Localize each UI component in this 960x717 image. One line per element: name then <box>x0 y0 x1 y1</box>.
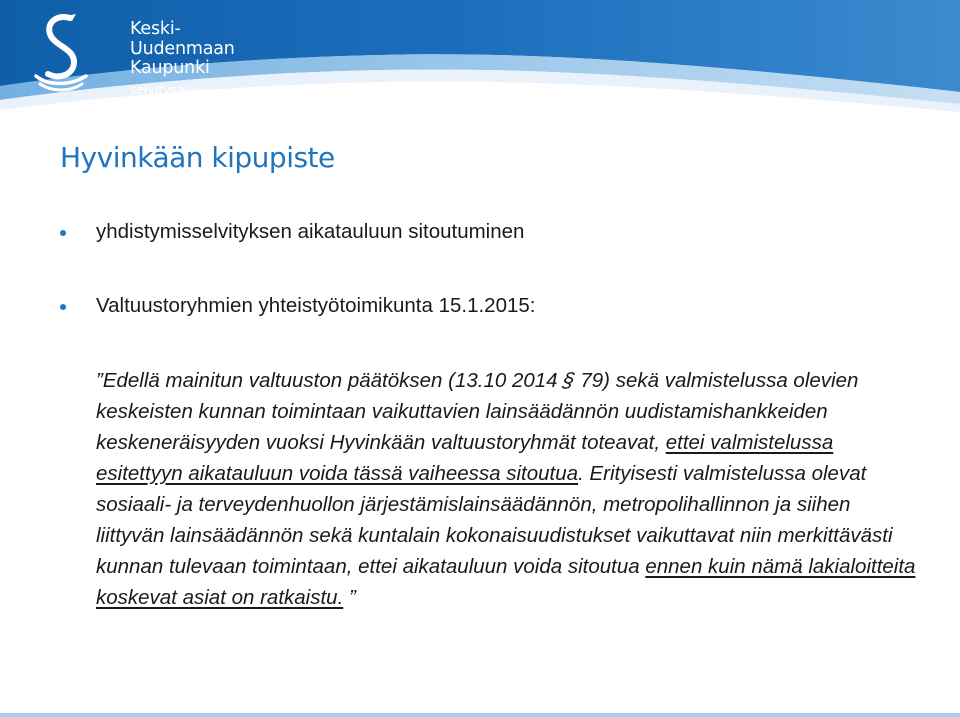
bullet-dot-icon <box>60 230 66 236</box>
bullet-text: Valtuustoryhmien yhteistyötoimikunta 15.1.2015: <box>96 294 536 317</box>
bullet-text: yhdistymisselvityksen aikatauluun sitoutuminen <box>96 220 525 243</box>
bullet-item <box>60 218 910 246</box>
quote-text-3: . Erityisesti valmistelussa olevat sosiaali- ja terveydenhuollon järjestämislainsäädännön, metropolihallinnon ja siihen liittyvän lainsäädännön sekä kuntalain kokonaisuudistukset vaikuttavat niin merkittävästi kunnan tulevaan toimintaan, <box>96 462 893 578</box>
logo-line-1: Keski- <box>130 19 181 39</box>
logo-line-3: Kaupunki <box>130 58 210 78</box>
quote-underline-1: ettei valmistelussa esitettyyn aikatauluun voida tässä vaiheessa sitoutua <box>96 431 834 485</box>
quote-text-5: ” <box>343 586 356 609</box>
bullet-list <box>60 218 910 320</box>
logo-wordmark <box>130 20 235 98</box>
quote-text-1: ”Edellä mainitun valtuuston päätöksen (13.10 2014 <box>96 369 564 392</box>
quote-underline-2: ennen kuin nämä lakialoitteita koskevat asiat on ratkaistu. <box>96 555 916 609</box>
bottom-divider <box>0 713 960 717</box>
logo-line-2: Uudenmaan <box>130 38 235 59</box>
bullet-dot-icon <box>60 304 66 310</box>
slide-title: Hyvinkään kipupiste <box>60 141 335 174</box>
quote-paragraph <box>96 365 916 613</box>
quote-text-2: 79) sekä valmistelussa olevien keskeisten kunnan toimintaan vaikuttavien lainsäädännön uudistamishankkeiden keskeneräisyyden vuoksi Hyvinkään valtuustoryhmät toteavat, <box>96 369 859 454</box>
logo-line-4: selvitysalue <box>130 82 204 97</box>
swan-logo-icon <box>30 12 96 92</box>
bullet-item <box>60 292 910 320</box>
logo <box>30 8 235 97</box>
quote-text-4: ettei aikatauluun voida sitoutua <box>358 555 646 578</box>
section-sign: § <box>561 369 577 392</box>
